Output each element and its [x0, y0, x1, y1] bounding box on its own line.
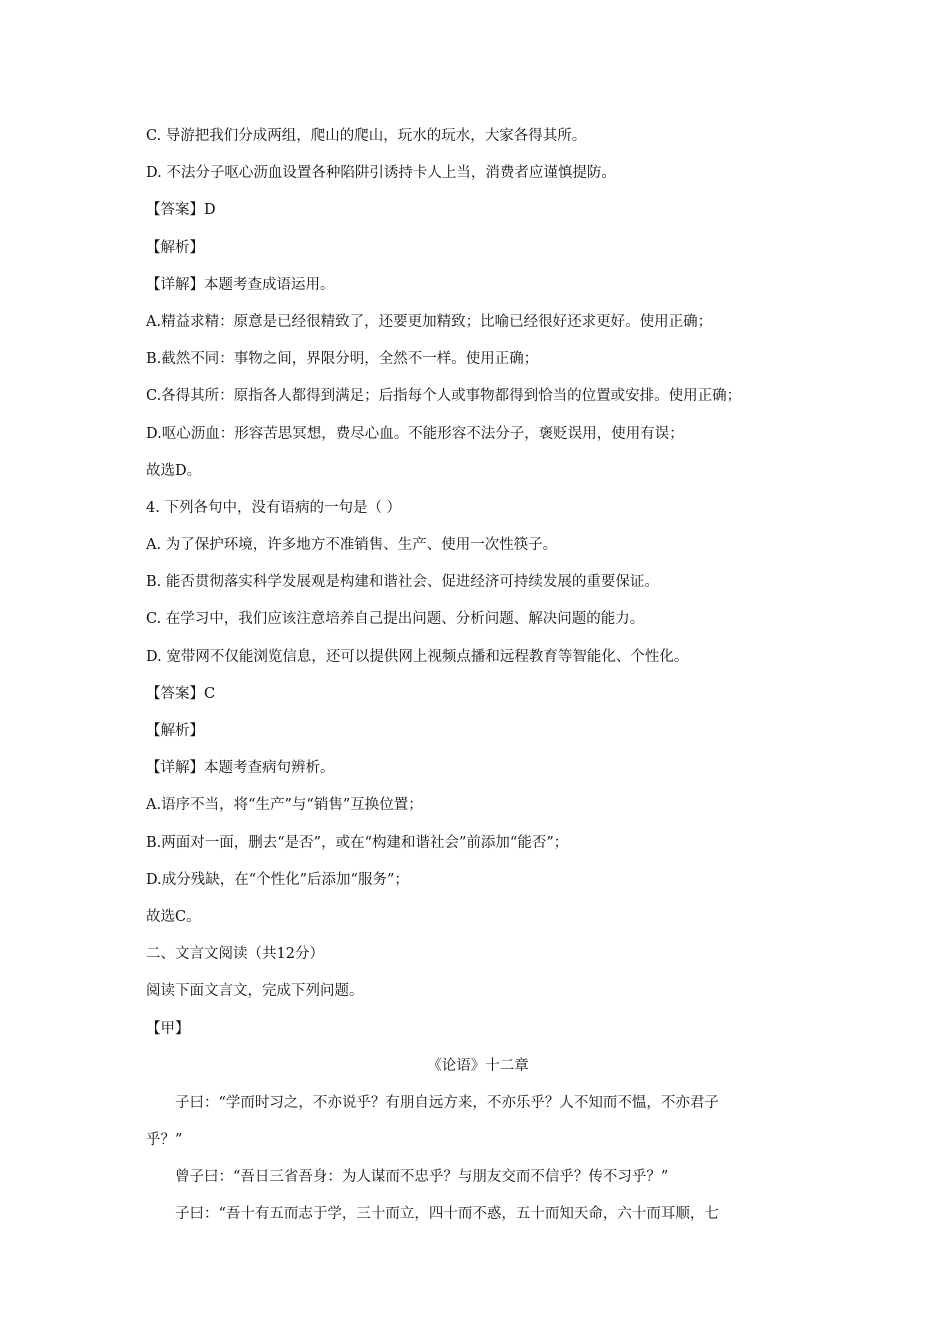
- reading-instruction: 阅读下面文言文，完成下列问题。: [146, 983, 364, 1000]
- question-4: 4. 下列各句中，没有语病的一句是（ ）: [146, 499, 402, 516]
- q4-option-c: C. 在学习中，我们应该注意培养自己提出问题、分析问题、解决问题的能力。: [146, 611, 645, 628]
- passage-label-jia: 【甲】: [146, 1020, 190, 1037]
- passage-paragraph-3: 子曰：“吾十有五而志于学，三十而立，四十而不惑，五十而知天命，六十而耳顺，七: [175, 1206, 719, 1223]
- answer-line: 【答案】D: [146, 202, 216, 219]
- passage-title: 《论语》十二章: [427, 1057, 529, 1074]
- analysis-heading: 【解析】: [146, 239, 204, 256]
- q4-option-b: B. 能否贯彻落实科学发展观是构建和谐社会、促进经济可持续发展的重要保证。: [146, 574, 659, 591]
- q4-explanation-a: A.语序不当，将“生产”与“销售”互换位置；: [146, 797, 423, 814]
- q4-option-a: A. 为了保护环境，许多地方不准销售、生产、使用一次性筷子。: [146, 537, 558, 554]
- conclusion-line: 故选D。: [146, 462, 202, 479]
- q4-answer: 【答案】C: [146, 685, 216, 702]
- passage-paragraph-1: 子曰：“学而时习之，不亦说乎？有朋自远方来，不亦乐乎？人不知而不愠，不亦君子: [175, 1094, 719, 1111]
- q4-conclusion: 故选C。: [146, 908, 201, 925]
- option-d-line: D. 不法分子呕心沥血设置各种陷阱引诱持卡人上当，消费者应谨慎提防。: [146, 165, 616, 182]
- explanation-b: B.截然不同：事物之间，界限分明，全然不一样。使用正确；: [146, 351, 539, 368]
- option-c-line: C. 导游把我们分成两组，爬山的爬山，玩水的玩水，大家各得其所。: [146, 128, 587, 144]
- q4-explanation-b: B.两面对一面，删去“是否”，或在“构建和谐社会”前添加“能否”；: [146, 834, 569, 851]
- explanation-d: D.呕心沥血：形容苦思冥想，费尽心血。不能形容不法分子，褒贬误用，使用有误；: [146, 425, 684, 442]
- q4-option-d: D. 宽带网不仅能浏览信息，还可以提供网上视频点播和远程教育等智能化、个性化。: [146, 648, 689, 665]
- explanation-a: A.精益求精：原意是已经很精致了，还要更加精致；比喻已经很好还求更好。使用正确；: [146, 313, 713, 330]
- detail-line: 【详解】本题考查成语运用。: [146, 276, 335, 293]
- q4-analysis-heading: 【解析】: [146, 723, 204, 739]
- section-two-heading: 二、文言文阅读（共12分）: [146, 946, 324, 963]
- q4-explanation-d: D.成分残缺，在“个性化”后添加“服务”；: [146, 871, 409, 888]
- passage-paragraph-1-cont: 乎？”: [146, 1132, 183, 1149]
- passage-paragraph-2: 曾子曰：“吾日三省吾身：为人谋而不忠乎？与朋友交而不信乎？传不习乎？”: [175, 1169, 669, 1186]
- q4-detail: 【详解】本题考查病句辨析。: [146, 760, 335, 777]
- explanation-c: C.各得其所：原指各人都得到满足；后指每个人或事物都得到恰当的位置或安排。使用正确；: [146, 388, 742, 405]
